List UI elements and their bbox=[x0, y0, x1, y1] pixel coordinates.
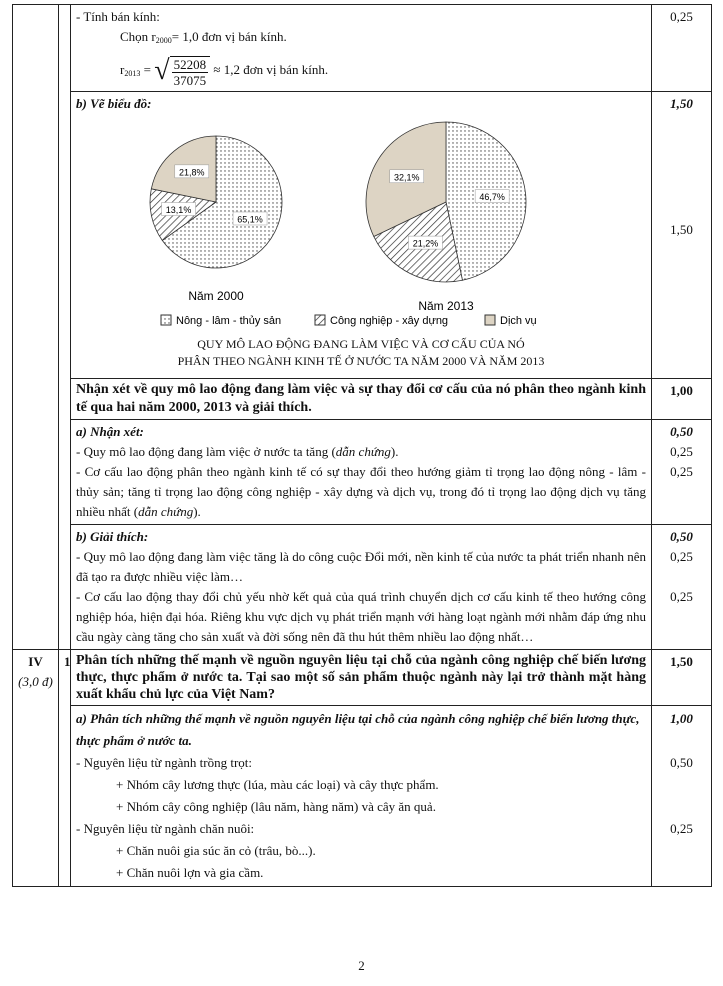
chart-legend bbox=[161, 315, 537, 327]
giai-thich-line2: - Cơ cấu lao động thay đổi chủ yếu nhờ kết quả của quá trình chuyển dịch cơ cấu kinh tế theo hướng công nghiệp hóa, hiện đại hóa. Riêng khu vực dịch vụ phát triển mạnh với hàng loạt ngành mới nhằm đáp ứng nhu cầu ngày càng tăng cho sản xuất và đời sống nên đã thu hút thêm nhiều lao động nhất… bbox=[76, 589, 646, 644]
draw-heading-score: 1,50 bbox=[670, 96, 693, 111]
nhan-xet-line2: - Cơ cấu lao động phân theo ngành kinh tế có sự thay đổi theo hướng giảm tỉ trọng lao động nông - lâm - thủy sản; tăng tỉ trọng lao động công nghiệp - xây dựng và dịch vụ, trong đó tỉ trọng lao động dịch vụ tăng nhiều nhất (dẫn chứng). bbox=[76, 464, 646, 519]
legend-label-service: Dịch vụ bbox=[500, 315, 537, 327]
iv-row bbox=[13, 650, 712, 706]
legend-swatch-agri bbox=[161, 315, 171, 325]
page-number: 2 bbox=[358, 958, 365, 973]
pie-1-year-label: Năm 2013 bbox=[418, 299, 474, 313]
iv-score: 1,50 bbox=[652, 650, 712, 706]
section-points: (3,0 đ) bbox=[18, 674, 53, 689]
giai-thich-row: b) Giải thích: - Quy mô lao động đang làm việc tăng là do công cuộc Đổi mới, nền kinh tế của nước ta phát triển nhanh nên đã tạo ra được nhiều việc làm… - Cơ cấu lao động thay đổi chủ yếu nhờ kết quả của quá trình chuyển dịch cơ cấu kinh tế theo hướng công nghiệp hóa, hiện đại hóa. Riêng khu vực dịch vụ phát triển mạnh với hàng loạt ngành mới nhằm đáp ứng nhu cầu ngày càng tăng cho sản xuất và đời sống nên đã thu hút thêm nhiều lao động nhất… 0,50 0,25 0,25 bbox=[13, 525, 712, 650]
radius-formula: $r_{2013}$ = √ $\frac{52208}{37075}$ ≈ 1,2 đơn vị bán kính. bbox=[120, 55, 329, 88]
chart-title: QUY MÔ LAO ĐỘNG ĐANG LÀM VIỆC VÀ CƠ CẤU CỦA NÓ PHÂN THEO NGÀNH KINH TẾ Ở NƯỚC TA NĂM 2000 VÀ NĂM 2013 bbox=[177, 337, 545, 368]
pie-0-year-label: Năm 2000 bbox=[188, 289, 244, 303]
q2-title: Nhận xét về quy mô lao động đang làm việc và sự thay đổi cơ cấu của nó phân theo ngành kinh tế qua hai năm 2000, 2013 và giải thích. bbox=[71, 379, 652, 420]
crop-line: - Nguyên liệu từ ngành trồng trọt: bbox=[76, 755, 253, 770]
answer-table bbox=[12, 4, 712, 887]
q2-score: 1,00 bbox=[652, 379, 712, 420]
draw-score: 1,50 bbox=[670, 222, 693, 237]
pie-0-data-label-industry: 13,1% bbox=[165, 204, 192, 215]
pie-1-data-label-agri: 46,7% bbox=[479, 192, 505, 203]
nhan-xet-heading: a) Nhận xét: bbox=[76, 424, 144, 439]
giai-thich-heading: b) Giải thích: bbox=[76, 529, 149, 544]
iv-a-heading: a) Phân tích những thế mạnh về nguồn nguyên liệu tại chỗ của ngành công nghiệp chế biến lương thực, thực phẩm ở nước ta. bbox=[76, 711, 640, 748]
legend-label-industry: Công nghiệp - xây dựng bbox=[330, 315, 449, 327]
q2-row bbox=[13, 379, 712, 420]
iv-title: Phân tích những thế mạnh về nguồn nguyên liệu tại chỗ của ngành công nghiệp chế biến lương thực, thực phẩm ở nước ta. Tại sao một số sản phẩm thuộc ngành này lại trở thành mặt hàng xuất khẩu chủ lực của Việt Nam? bbox=[71, 650, 652, 706]
legend-label-agri: Nông - lâm - thủy sản bbox=[176, 315, 282, 327]
pie-1-data-label-industry: 21,2% bbox=[412, 238, 439, 249]
pie-0-data-label-agri: 65,1% bbox=[237, 214, 263, 225]
radius-row bbox=[13, 5, 712, 92]
legend-swatch-service bbox=[485, 315, 495, 325]
pie-0-data-label-service: 21,8% bbox=[179, 167, 205, 178]
nhan-xet-row: a) Nhận xét: - Quy mô lao động đang làm việc ở nước ta tăng (dẫn chứng). - Cơ cấu lao động phân theo ngành kinh tế có sự thay đổi theo hướng giảm tỉ trọng lao động nông - lâm - thủy sản; tăng tỉ trọng lao động công nghiệp - xây dựng và dịch vụ, trong đó tỉ trọng lao động dịch vụ tăng nhiều nhất (dẫn chứng). 0,50 0,25 0,25 bbox=[13, 420, 712, 525]
pie-1-data-label-service: 32,1% bbox=[393, 172, 420, 183]
nhan-xet-line1: - Quy mô lao động đang làm việc ở nước ta tăng (dẫn chứng). bbox=[76, 444, 399, 459]
giai-thich-line1: - Quy mô lao động đang làm việc tăng là do công cuộc Đổi mới, nền kinh tế của nước ta phát triển nhanh nên đã tạo ra được nhiều việc làm… bbox=[76, 549, 646, 584]
radius-score: 0,25 bbox=[652, 5, 712, 92]
legend-swatch-industry bbox=[315, 315, 325, 325]
iv-num: 1 bbox=[59, 650, 71, 887]
section-roman: IV bbox=[28, 654, 43, 669]
iv-a-row: a) Phân tích những thế mạnh về nguồn nguyên liệu tại chỗ của ngành công nghiệp chế biến lương thực, thực phẩm ở nước ta. - Nguyên liệu từ ngành trồng trọt: + Nhóm cây lương thực (lúa, màu các loại) và cây thực phẩm. + Nhóm cây công nghiệp (lâu năm, hàng năm) và cây ăn quả. - Nguyên liệu từ ngành chăn nuôi: + Chăn nuôi gia súc ăn cỏ (trâu, bò...). + Chăn nuôi lợn và gia cầm. 1,00 0,50 0,25 bbox=[13, 706, 712, 887]
draw-heading: b) Vẽ biểu đồ: bbox=[76, 96, 152, 111]
animal-line: - Nguyên liệu từ ngành chăn nuôi: bbox=[76, 821, 255, 836]
draw-row bbox=[13, 92, 712, 379]
radius-title: - Tính bán kính: bbox=[76, 9, 160, 24]
pie-charts bbox=[76, 114, 636, 334]
radius-choose: Chọn $r_{2000}= 1,0$ đơn vị bán kính. bbox=[120, 29, 287, 45]
